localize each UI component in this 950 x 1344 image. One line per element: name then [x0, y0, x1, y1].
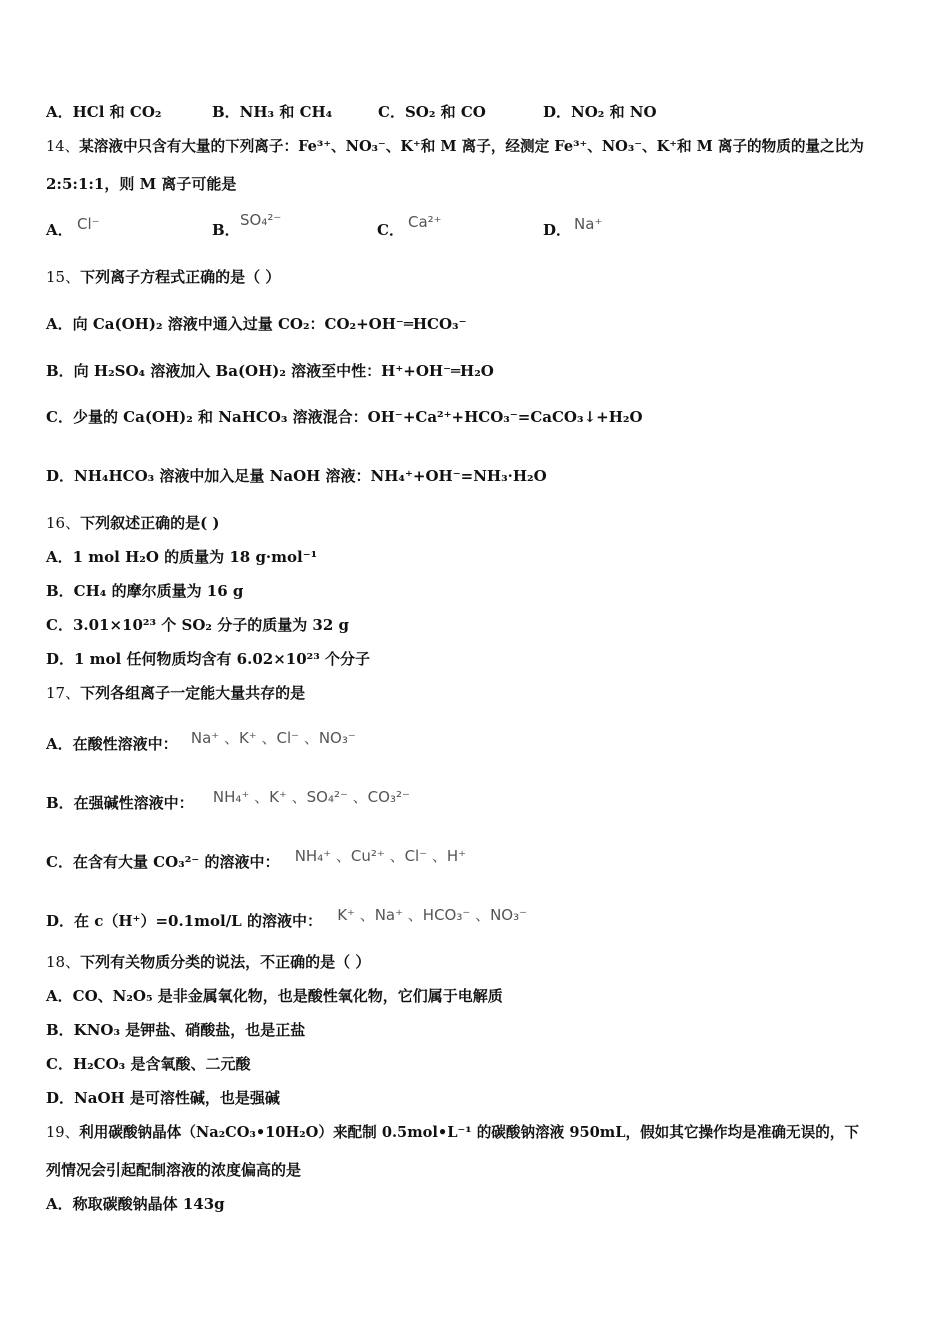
q13-option-b: B．NH₃ 和 CH₄: [212, 103, 333, 121]
q14-option-d-ion: Na⁺: [574, 215, 603, 233]
q14-option-b-ion: SO₄²⁻: [240, 211, 282, 229]
q13-option-c: C．SO₂ 和 CO: [378, 103, 486, 121]
q17-option-d-ions: K⁺ 、Na⁺ 、HCO₃⁻ 、NO₃⁻: [337, 906, 528, 924]
q17-option-b-ions: NH₄⁺ 、K⁺ 、SO₄²⁻ 、CO₃²⁻: [212, 788, 410, 806]
q15-stem-text: 下列离子方程式正确的是（ ）: [80, 268, 281, 286]
q15-number: 15、: [46, 268, 81, 286]
q16-option-d: D．1 mol 任何物质均含有 6.02×10²³ 个分子: [46, 650, 371, 668]
q16-option-a: A．1 mol H₂O 的质量为 18 g·mol⁻¹: [46, 548, 318, 566]
q14-option-c-label: C．: [377, 221, 404, 239]
q17-option-a: [46, 728, 910, 754]
q14-option-a-ion: Cl⁻: [77, 215, 100, 233]
q19-option-a: A．称取碳酸钠晶体 143g: [46, 1195, 225, 1213]
q14-stem-text1: 某溶液中只含有大量的下列离子：Fe³⁺、NO₃⁻、K⁺和 M 离子，经测定 Fe³⁺、NO₃⁻、K⁺和 M 离子的物质的量之比为: [79, 138, 864, 155]
q17-stem: [46, 683, 910, 703]
q14-option-c-ion: Ca²⁺: [408, 213, 442, 231]
q15-option-a: A．向 Ca(OH)₂ 溶液中通入过量 CO₂：CO₂+OH⁻═HCO₃⁻: [46, 315, 467, 333]
q13-option-d: D．NO₂ 和 NO: [543, 103, 657, 121]
q16-stem: [46, 513, 910, 533]
q19-stem-line1: [46, 1123, 910, 1143]
q17-number: 17、: [46, 684, 81, 702]
q18-stem: [46, 952, 910, 972]
q19-stem-text1: 利用碳酸钠晶体（Na₂CO₃•10H₂O）来配制 0.5mol•L⁻¹ 的碳酸钠溶液 950mL，假如其它操作均是准确无误的，下: [79, 1124, 859, 1141]
q13-option-a: A．HCl 和 CO₂: [46, 103, 162, 121]
q15-stem: [46, 267, 910, 287]
q14-stem-line2: 2:5:1:1，则 M 离子可能是: [46, 175, 237, 193]
q18-option-d: D．NaOH 是可溶性碱，也是强碱: [46, 1089, 280, 1107]
q17-option-a-ions: Na⁺ 、K⁺ 、Cl⁻ 、NO₃⁻: [190, 729, 356, 747]
q14-stem-line1: [46, 137, 910, 157]
q18-option-a: A．CO、N₂O₅ 是非金属氧化物，也是酸性氧化物，它们属于电解质: [46, 987, 503, 1005]
q18-option-b: B．KNO₃ 是钾盐、硝酸盐，也是正盐: [46, 1021, 306, 1039]
q17-option-c-ions: NH₄⁺ 、Cu²⁺ 、Cl⁻ 、H⁺: [294, 847, 467, 865]
q17-option-b-text: B．在强碱性溶液中：: [46, 794, 194, 812]
q17-option-b: [46, 787, 910, 813]
q17-option-c-text: C．在含有大量 CO₃²⁻ 的溶液中：: [46, 853, 280, 871]
q19-stem-line2: 列情况会引起配制溶液的浓度偏高的是: [46, 1161, 302, 1179]
q14-options-row: [46, 212, 910, 238]
q15-option-c: C．少量的 Ca(OH)₂ 和 NaHCO₃ 溶液混合：OH⁻+Ca²⁺+HCO₃⁻=CaCO₃↓+H₂O: [46, 408, 643, 426]
q17-stem-text: 下列各组离子一定能大量共存的是: [80, 684, 306, 702]
q16-option-c: C．3.01×10²³ 个 SO₂ 分子的质量为 32 g: [46, 616, 349, 634]
q16-stem-text: 下列叙述正确的是( ): [80, 514, 220, 532]
q18-option-c: C．H₂CO₃ 是含氧酸、二元酸: [46, 1055, 251, 1073]
q18-number: 18、: [46, 953, 81, 971]
q16-number: 16、: [46, 514, 81, 532]
q15-option-d: D．NH₄HCO₃ 溶液中加入足量 NaOH 溶液：NH₄⁺+OH⁻=NH₃·H₂O: [46, 467, 547, 485]
q17-option-a-text: A．在酸性溶液中：: [46, 735, 178, 753]
q14-option-b-label: B．: [212, 221, 240, 239]
q19-number: 19、: [46, 1124, 80, 1141]
q17-option-c: [46, 846, 910, 872]
q16-option-b: B．CH₄ 的摩尔质量为 16 g: [46, 582, 244, 600]
q17-option-d-text: D．在 c（H⁺）=0.1mol/L 的溶液中：: [46, 912, 322, 930]
q14-option-a-label: A．: [46, 221, 73, 239]
q15-option-b: B．向 H₂SO₄ 溶液加入 Ba(OH)₂ 溶液至中性：H⁺+OH⁻═H₂O: [46, 362, 494, 380]
q14-option-d-label: D．: [543, 221, 572, 239]
q17-option-d: [46, 905, 910, 931]
q14-number: 14、: [46, 138, 80, 155]
q18-stem-text: 下列有关物质分类的说法，不正确的是（ ）: [80, 953, 371, 971]
